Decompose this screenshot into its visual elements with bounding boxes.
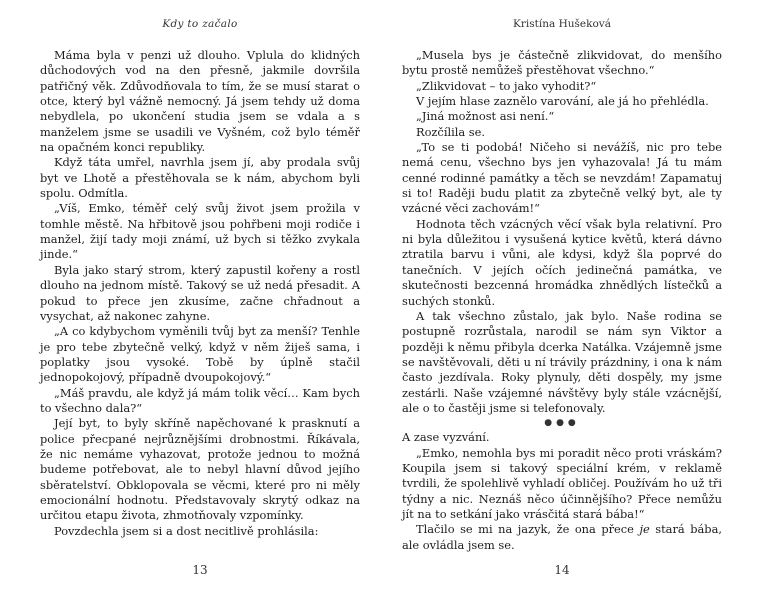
paragraph: „Musela bys je částečně zlikvidovat, do menšího bytu prostě nemůžeš přestěhovat všechno.“ — [402, 48, 722, 78]
page-number-right: 14 — [554, 563, 570, 577]
paragraph: V jejím hlase zaznělo varování, ale já ho přehlédla. — [416, 94, 709, 109]
paragraph: Byla jako starý strom, který zapustil kořeny a rostl dlouho na jednom místě. Takový se už nedá přesadit. A pokud to přece jen zkusíme, začne chřadnout a vysychat, až nakonec zahyne. — [40, 262, 360, 323]
paragraph: Máma byla v penzi už dlouho. Vplula do klidných důchodových vod na den přesně, jakmile dovršila patřičný věk. Zdůvodňovala to tím, že se musí starat o otce, který byl vážně nemocný. Já jsem tehdy už doma nebydlela, po ukončení studia jsem se vdala a s manželem jsme se usadili ve Vyšném, což bylo téměř na opačném konci republiky. — [40, 48, 360, 155]
scene-separator: ●●● — [544, 418, 580, 429]
right-page — [402, 0, 722, 600]
emphasis-text: je — [639, 522, 650, 537]
left-page — [40, 0, 360, 600]
paragraph: Rozčílila se. — [416, 124, 486, 139]
paragraph: Když táta umřel, navrhla jsem jí, aby prodala svůj byt ve Lhotě a přestěhovala se k nám, abychom byli spolu. Odmítla. — [40, 155, 360, 201]
paragraph: Její byt, to byly skříně napěchované k prasknutí a police přecpané nejrůznějšími drobnostmi. Říkávala, že nic nemáme vyhazovat, protože jednou to možná budeme potřebovat, ale to nebyl hlavní důvod jejího sběratelství. Obklopovala se věcmi, které pro ni měly emocionální hodnotu. Představovaly skrytý odkaz na určitou etapu života, zhmotňovaly vzpomínky. — [40, 416, 360, 523]
scene-opening: A zase vyzvání. — [402, 430, 490, 445]
page-number-left: 13 — [192, 563, 208, 577]
paragraph: Povzdechla jsem si a dost necitlivě prohlásila: — [54, 523, 319, 538]
paragraph: „Jiná možnost asi není.“ — [416, 109, 555, 124]
left-page-text — [40, 48, 360, 539]
paragraph: A tak všechno zůstalo, jak bylo. Naše rodina se postupně rozrůstala, narodil se nám syn Viktor a později k němu přibyla dcerka Natálka. Vzájemně jsme se navštěvovali, děti u ní trávily prázdniny, i ona k nám často jezdívala. Roky plynuly, děti dospěly, my jsme zestárli. Naše vzájemné návštěvy byly stále vzácnější, ale o to častěji jsme si telefonovaly. — [402, 308, 722, 415]
paragraph — [402, 522, 722, 553]
running-head-left: Kdy to začalo — [162, 18, 238, 30]
paragraph: „To se ti podobá! Ničeho si nevážíš, nic pro tebe nemá cenu, všechno bys jen vyhazovala! Já tu mám cenné rodinné památky a těch se nevzdám! Zapamatuj si to! Raději budu platit za zbytečně velký byt, ale ty vzácné věci zachovám!“ — [402, 140, 722, 216]
paragraph: „Zlikvidovat – to jako vyhodit?“ — [416, 78, 597, 93]
right-page-text — [402, 48, 722, 553]
paragraph: Hodnota těch vzácných věcí však byla relativní. Pro ni byla důležitou i vysušená kytice květů, která dávno ztratila barvu i vůni, ale kdysi, když šla poprvé do tanečních. V jejích očích jedinečná památka, ve skutečnosti bezcenná hromádka zhnědlých lístečků a suchých stonků. — [402, 216, 722, 308]
paragraph: „A co kdybychom vyměnili tvůj byt za menší? Tenhle je pro tebe zbytečně velký, když v něm žiješ sama, i poplatky jsou vysoké. Tobě by úplně stačil jednopokojový, případně dvoupokojový.“ — [40, 324, 360, 385]
paragraph-text: stará bába, ale ovládla jsem se. — [402, 522, 722, 552]
paragraph: „Víš, Emko, téměř celý svůj život jsem prožila v tomhle městě. Na hřbitově jsou pohřbeni moji rodiče i manžel, žijí tady moji známí, už bych si těžko zvykala jinde.“ — [40, 201, 360, 262]
paragraph: „Máš pravdu, ale když já mám tolik věcí… Kam bych to všechno dala?“ — [40, 385, 360, 415]
paragraph: „Emko, nemohla bys mi poradit něco proti vráskám? Koupila jsem si takový speciální krém, v reklamě tvrdili, že spolehlivě vyhladí obličej. Používám ho už tři týdny a nic. Neznáš něco účinnějšího? Přece nemůžu jít na to setkání jako vrásčitá stará bába!“ — [402, 445, 722, 521]
paragraph-text: Tlačilo se mi na jazyk, že ona přece — [416, 522, 640, 537]
running-head-right: Kristína Hušeková — [513, 18, 611, 30]
